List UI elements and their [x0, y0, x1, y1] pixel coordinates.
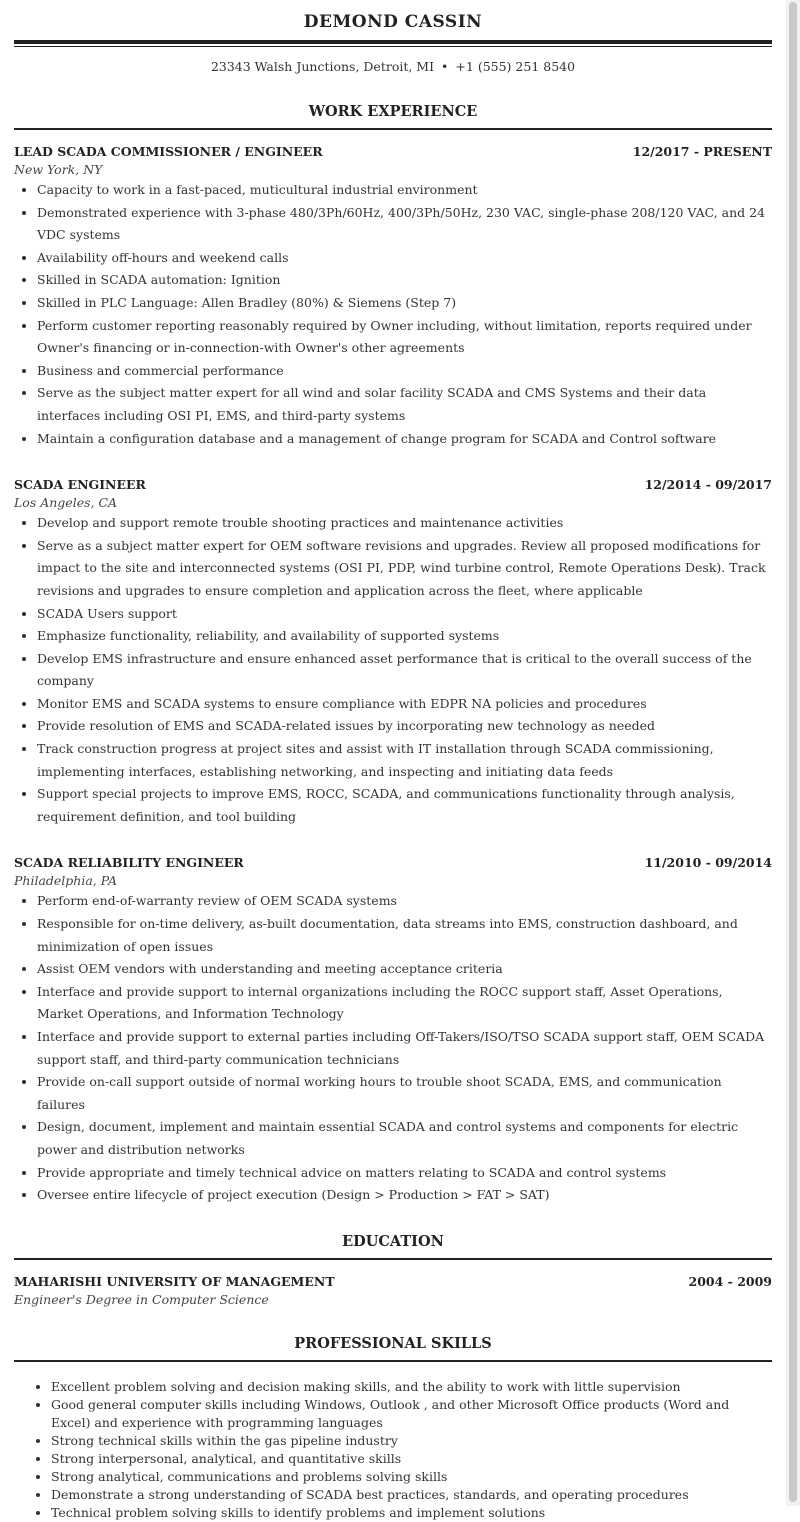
bullet-item: • Develop EMS infrastructure and ensure enhanced asset performance that is critical to the overall success of the company: [37, 648, 772, 693]
bullet-item: • Capacity to work in a fast-paced, muticultural industrial environment: [37, 179, 772, 202]
bullet-item: • Support special projects to improve EMS, ROCC, SCADA, and communications functionality through analysis, requirement definition, and tool building: [37, 783, 772, 828]
bullet-item: • Track construction progress at project sites and assist with IT installation through SCADA commissioning, implementing interfaces, establishing networking, and inspecting and initiating data feeds: [37, 738, 772, 783]
skill-item: • Strong analytical, communications and problems solving skills: [51, 1468, 772, 1486]
bullet-item: • Skilled in PLC Language: Allen Bradley (80%) & Siemens (Step 7): [37, 292, 772, 315]
job-location: Philadelphia, PA: [14, 873, 118, 889]
candidate-name: DEMOND CASSIN: [303, 12, 483, 32]
section-title-experience: WORK EXPERIENCE: [14, 103, 772, 130]
separator-dot: •: [441, 59, 449, 74]
job-title: SCADA RELIABILITY ENGINEER: [14, 855, 244, 871]
bullet-item: • Serve as the subject matter expert for all wind and solar facility SCADA and CMS Systems and their data interfaces including OSI PI, EMS, and third-party systems: [37, 382, 772, 427]
job-location: New York, NY: [14, 162, 103, 177]
bullet-item: • Skilled in SCADA automation: Ignition: [37, 269, 772, 292]
bullet-item: • Design, document, implement and maintain essential SCADA and control systems and components for electric power and distribution networks: [37, 1116, 772, 1161]
bullet-item: • Provide resolution of EMS and SCADA-related issues by incorporating new technology as needed: [37, 715, 772, 738]
bullet-item: • Availability off-hours and weekend calls: [37, 247, 772, 270]
job-dates: 12/2014 - 09/2017: [644, 477, 772, 493]
job-dates: 12/2017 - PRESENT: [632, 144, 772, 159]
section-title-skills: PROFESSIONAL SKILLS: [14, 1335, 772, 1362]
bullet-item: • Responsible for on-time delivery, as-built documentation, data streams into EMS, construction dashboard, and minimization of open issues: [37, 913, 772, 958]
bullet-item: • Monitor EMS and SCADA systems to ensure compliance with EDPR NA policies and procedures: [37, 693, 772, 716]
bullet-item: • Develop and support remote trouble shooting practices and maintenance activities: [37, 512, 772, 535]
section-title-education: EDUCATION: [14, 1233, 772, 1260]
contact-line: [14, 59, 772, 75]
skill-item: • Strong interpersonal, analytical, and quantitative skills: [51, 1450, 772, 1468]
phone: +1 (555) 251 8540: [455, 59, 576, 74]
bullet-item: • Oversee entire lifecycle of project execution (Design > Production > FAT > SAT): [37, 1184, 772, 1207]
address: 23343 Walsh Junctions, Detroit, MI: [210, 59, 435, 74]
skills-list: [14, 1378, 772, 1522]
degree: Engineer's Degree in Computer Science: [14, 1291, 269, 1307]
skill-item: • Technical problem solving skills to identify problems and implement solutions: [51, 1504, 772, 1522]
job-title: LEAD SCADA COMMISSIONER / ENGINEER: [14, 144, 323, 159]
skill-item: • Demonstrate a strong understanding of SCADA best practices, standards, and operating procedures: [51, 1486, 772, 1504]
bullet-item: • Maintain a configuration database and a management of change program for SCADA and Control software: [37, 428, 772, 451]
bullet-item: • Demonstrated experience with 3-phase 480/3Ph/60Hz, 400/3Ph/50Hz, 230 VAC, single-phase 208/120 VAC, and 24 VDC systems: [37, 202, 772, 247]
education-dates: 2004 - 2009: [688, 1273, 772, 1289]
job-bullets: [14, 512, 772, 828]
header-rule-thick: [14, 40, 772, 44]
resume-page: [14, 0, 772, 1522]
vertical-scrollbar[interactable]: [786, 0, 800, 1506]
skill-item: • Strong technical skills within the gas pipeline industry: [51, 1432, 772, 1450]
bullet-item: • Assist OEM vendors with understanding and meeting acceptance criteria: [37, 958, 772, 981]
bullet-item: • Emphasize functionality, reliability, and availability of supported systems: [37, 625, 772, 648]
bullet-item: • Perform customer reporting reasonably required by Owner including, without limitation, reports required under Owner's financing or in-connection-with Owner's other agreements: [37, 315, 772, 360]
education-entry: [14, 1274, 772, 1309]
bullet-item: • Interface and provide support to external parties including Off-Takers/ISO/TSO SCADA support staff, OEM SCADA support staff, and third-party communication technicians: [37, 1026, 772, 1071]
scrollbar-thumb[interactable]: [789, 2, 797, 1502]
job-entry: [14, 144, 772, 450]
school-name: MAHARISHI UNIVERSITY OF MANAGEMENT: [14, 1273, 335, 1289]
job-entry: [14, 477, 772, 828]
skill-item: • Excellent problem solving and decision making skills, and the ability to work with little supervision: [51, 1378, 772, 1396]
job-bullets: [14, 179, 772, 450]
skill-item: • Good general computer skills including Windows, Outlook , and other Microsoft Office products (Word and Excel) and experience with programming languages: [51, 1396, 772, 1432]
bullet-item: • Provide appropriate and timely technical advice on matters relating to SCADA and control systems: [37, 1162, 772, 1185]
job-title: SCADA ENGINEER: [14, 477, 146, 493]
bullet-item: • Serve as a subject matter expert for OEM software revisions and upgrades. Review all proposed modifications for impact to the site and interconnected systems (OSI PI, PDP, wind turbine control, Remote Operations Desk). Track revisions and upgrades to ensure completion and application across the fleet, where applicable: [37, 535, 772, 603]
bullet-item: • Provide on-call support outside of normal working hours to trouble shoot SCADA, EMS, and communication failures: [37, 1071, 772, 1116]
job-dates: 11/2010 - 09/2014: [644, 855, 772, 871]
bullet-item: • Interface and provide support to internal organizations including the ROCC support staff, Asset Operations, Market Operations, and Information Technology: [37, 981, 772, 1026]
job-bullets: [14, 890, 772, 1206]
header-rule-thin: [14, 46, 772, 47]
bullet-item: • Business and commercial performance: [37, 360, 772, 383]
job-location: Los Angeles, CA: [14, 495, 118, 511]
bullet-item: • Perform end-of-warranty review of OEM SCADA systems: [37, 890, 772, 913]
bullet-item: • SCADA Users support: [37, 603, 772, 626]
job-entry: [14, 855, 772, 1206]
